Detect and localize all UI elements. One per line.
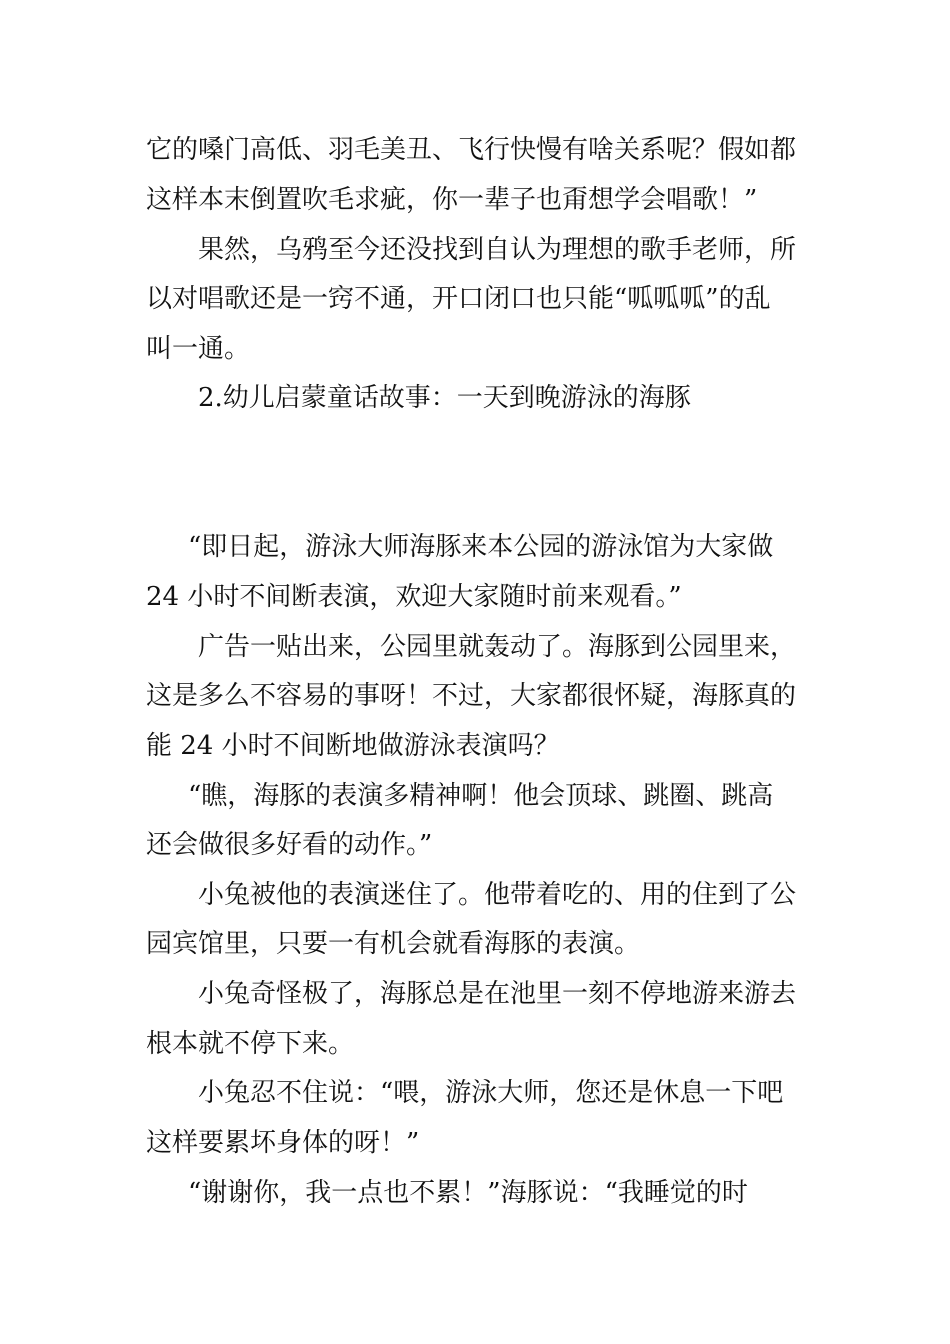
text-line: 广告一贴出来，公园里就轰动了。海豚到公园里来，	[198, 632, 797, 662]
text-line: 能 24 小时不间断地做游泳表演吗？	[146, 731, 560, 761]
text-line: 园宾馆里，只要一有机会就看海豚的表演。	[146, 929, 641, 959]
text-line: 它的嗓门高低、羽毛美丑、飞行快慢有啥关系呢？假如都	[146, 135, 797, 165]
text-line: 小兔被他的表演迷住了。他带着吃的、用的住到了公	[198, 880, 797, 910]
text-line: 小兔忍不住说：“喂，游泳大师，您还是休息一下吧	[198, 1078, 784, 1108]
text-line: “即日起，游泳大师海豚来本公园的游泳馆为大家做	[188, 532, 774, 562]
text-line: 叫一通。	[146, 334, 251, 364]
section-heading: 2.幼儿启蒙童话故事：一天到晚游泳的海豚	[198, 383, 691, 413]
text-line: 这样本末倒置吹毛求疵，你一辈子也甭想学会唱歌！”	[146, 185, 758, 215]
text-line: 根本就不停下来。	[146, 1029, 355, 1059]
text-line: 果然，乌鸦至今还没找到自认为理想的歌手老师，所	[198, 235, 797, 265]
text-line: “谢谢你，我一点也不累！”海豚说：“我睡觉的时	[188, 1178, 748, 1208]
text-line: 以对唱歌还是一窍不通，开口闭口也只能“呱呱呱”的乱	[146, 284, 771, 314]
text-line: 这样要累坏身体的呀！”	[146, 1128, 420, 1158]
text-line: 小兔奇怪极了，海豚总是在池里一刻不停地游来游去	[198, 979, 797, 1009]
text-line: “瞧，海豚的表演多精神啊！他会顶球、跳圈、跳高	[188, 781, 774, 811]
text-line: 这是多么不容易的事呀！不过，大家都很怀疑，海豚真的	[146, 681, 797, 711]
text-line: 24 小时不间断表演，欢迎大家随时前来观看。”	[146, 582, 682, 612]
text-line: 还会做很多好看的动作。”	[146, 830, 433, 860]
